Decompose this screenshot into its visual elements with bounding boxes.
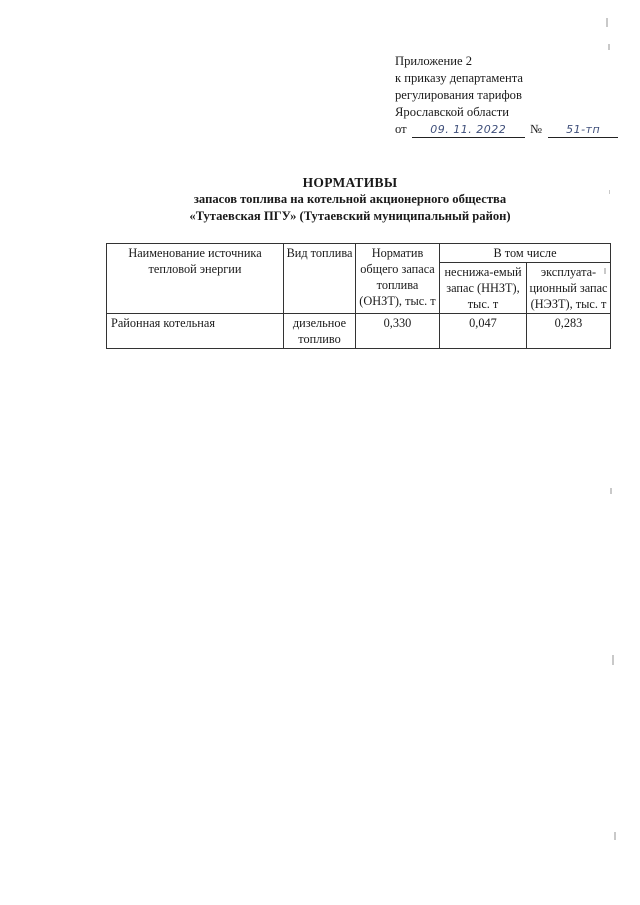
number-label: № [529,122,542,136]
heading-subtitle-line1: запасов топлива на котельной акционерного общества [193,192,507,206]
scan-speck [610,488,612,494]
header-total-norm: Норматив общего запаса топлива (ОНЗТ), тыс. т [356,244,440,314]
scan-speck [609,190,610,194]
heading-title: НОРМАТИВЫ [302,175,398,190]
header-including: В том числе [440,244,611,263]
cell-source: Районная котельная [107,314,284,349]
annex-title: Приложение 2 [395,54,473,68]
annex-region-line: Ярославской области [395,105,509,119]
header-nnzt: неснижа-емый запас (ННЗТ), тыс. т [440,263,527,314]
annex-order-line: к приказу департамента [395,71,523,85]
scan-speck [608,44,610,50]
cell-nezt: 0,283 [527,314,611,349]
heading-subtitle-line2: «Тутаевская ПГУ» (Тутаевский муниципальный район) [189,209,511,223]
scan-speck [614,832,616,840]
scan-speck [612,655,614,665]
header-nezt: эксплуата-ционный запас (НЭЗТ), тыс. т [527,263,611,314]
cell-total-norm: 0,330 [356,314,440,349]
scan-speck [604,268,606,274]
header-source: Наименование источника тепловой энергии [107,244,284,314]
handwritten-number: 51-тп [548,123,618,138]
document-heading [140,174,560,225]
header-fuel-type: Вид топлива [284,244,356,314]
cell-fuel-type: дизельное топливо [284,314,356,349]
annex-block [395,53,618,138]
annex-department-line: регулирования тарифов [395,88,522,102]
scan-speck [606,18,608,27]
table-row [107,314,611,349]
handwritten-date: 09. 11. 2022 [412,123,525,138]
table-header-row [107,244,611,263]
fuel-norms-table [106,243,611,349]
cell-nnzt: 0,047 [440,314,527,349]
annex-date-number-line [395,121,618,138]
from-label: от [395,122,407,136]
